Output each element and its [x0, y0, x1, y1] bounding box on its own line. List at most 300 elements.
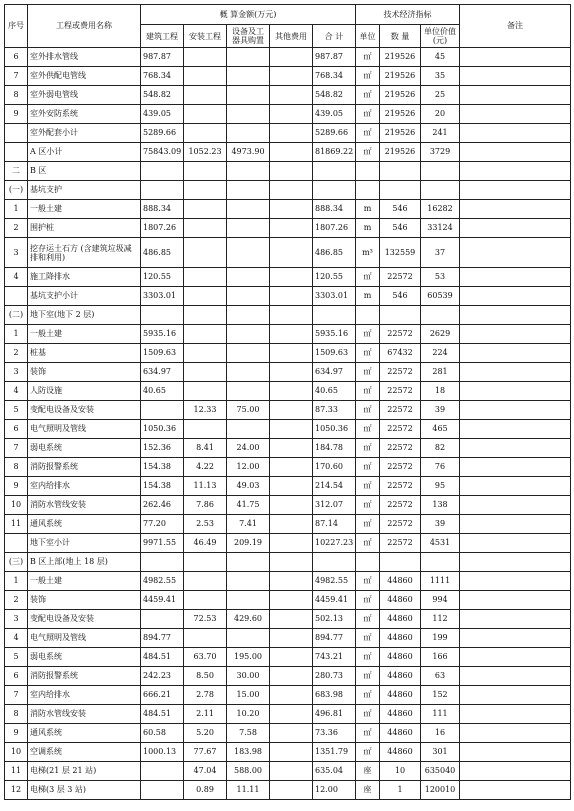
cell-qty: 132559 — [380, 238, 421, 268]
cell-install — [184, 591, 227, 610]
cell-price: 635040 — [421, 762, 460, 781]
cell-build — [141, 610, 184, 629]
cell-install — [184, 629, 227, 648]
cell-total: 81869.22 — [313, 143, 356, 162]
cell-seq: 3 — [5, 238, 28, 268]
cell-price: 16282 — [421, 200, 460, 219]
cell-other — [270, 705, 313, 724]
header-tech-group: 技术经济指标 — [356, 5, 460, 25]
cell-other — [270, 648, 313, 667]
cell-install: 1052.23 — [184, 143, 227, 162]
cell-unit: 座 — [356, 762, 380, 781]
cell-seq: 5 — [5, 648, 28, 667]
cell-other — [270, 219, 313, 238]
cell-qty: 67432 — [380, 344, 421, 363]
cell-unit: ㎡ — [356, 439, 380, 458]
cell-install — [184, 67, 227, 86]
cell-unit: ㎡ — [356, 496, 380, 515]
table-row — [5, 382, 571, 401]
cell-total: 312.07 — [313, 496, 356, 515]
cell-remark — [460, 181, 571, 200]
cell-install: 12.33 — [184, 401, 227, 420]
cell-total: 743.21 — [313, 648, 356, 667]
cell-install — [184, 287, 227, 306]
cell-other — [270, 162, 313, 181]
cell-name: 弱电系统 — [28, 439, 141, 458]
cell-total: 768.34 — [313, 67, 356, 86]
table-row — [5, 458, 571, 477]
cell-name: 桩基 — [28, 344, 141, 363]
cell-name: 基坑支护 — [28, 181, 141, 200]
cell-qty: 219526 — [380, 143, 421, 162]
cell-install — [184, 86, 227, 105]
cell-total: 73.36 — [313, 724, 356, 743]
cell-remark — [460, 591, 571, 610]
cell-qty: 22572 — [380, 401, 421, 420]
cell-total: 987.87 — [313, 48, 356, 67]
cell-price: 2629 — [421, 325, 460, 344]
cell-equip: 10.20 — [227, 705, 270, 724]
cell-equip — [227, 200, 270, 219]
cell-qty: 219526 — [380, 48, 421, 67]
cell-remark — [460, 325, 571, 344]
cell-qty: 22572 — [380, 515, 421, 534]
cell-other — [270, 48, 313, 67]
cell-equip — [227, 238, 270, 268]
cell-install: 11.13 — [184, 477, 227, 496]
cell-build: 484.51 — [141, 705, 184, 724]
cell-remark — [460, 705, 571, 724]
cell-other — [270, 629, 313, 648]
cell-equip: 588.00 — [227, 762, 270, 781]
cell-equip — [227, 306, 270, 325]
cell-qty — [380, 181, 421, 200]
cell-unit: ㎡ — [356, 105, 380, 124]
cell-build: 1050.36 — [141, 420, 184, 439]
table-row — [5, 477, 571, 496]
cell-total: 1050.36 — [313, 420, 356, 439]
cell-install: 8.41 — [184, 439, 227, 458]
cell-seq: 9 — [5, 724, 28, 743]
cell-unit: ㎡ — [356, 344, 380, 363]
cell-qty: 22572 — [380, 325, 421, 344]
cell-remark — [460, 724, 571, 743]
table-row — [5, 105, 571, 124]
cell-price: 39 — [421, 401, 460, 420]
cell-seq: 7 — [5, 439, 28, 458]
cell-other — [270, 344, 313, 363]
cell-qty: 219526 — [380, 105, 421, 124]
cell-build: 120.55 — [141, 268, 184, 287]
cell-qty: 44860 — [380, 686, 421, 705]
cell-seq: 7 — [5, 686, 28, 705]
table-row — [5, 143, 571, 162]
cell-build — [141, 162, 184, 181]
cell-total: 170.60 — [313, 458, 356, 477]
cell-remark — [460, 610, 571, 629]
table-row — [5, 306, 571, 325]
cell-equip: 4973.90 — [227, 143, 270, 162]
cell-other — [270, 287, 313, 306]
cell-build: 4982.55 — [141, 572, 184, 591]
cell-price: 20 — [421, 105, 460, 124]
cell-remark — [460, 143, 571, 162]
table-row — [5, 181, 571, 200]
cell-name: 地下室(地下 2 层) — [28, 306, 141, 325]
cell-seq: 4 — [5, 268, 28, 287]
cell-build: 888.34 — [141, 200, 184, 219]
cell-build: 439.05 — [141, 105, 184, 124]
cell-build: 484.51 — [141, 648, 184, 667]
cell-remark — [460, 344, 571, 363]
cell-remark — [460, 420, 571, 439]
cell-other — [270, 477, 313, 496]
cell-equip: 11.11 — [227, 781, 270, 800]
cell-qty: 44860 — [380, 591, 421, 610]
cell-remark — [460, 515, 571, 534]
cell-remark — [460, 382, 571, 401]
cell-unit: ㎡ — [356, 724, 380, 743]
table-row — [5, 743, 571, 762]
cell-name: 室外安防系统 — [28, 105, 141, 124]
cell-install: 5.20 — [184, 724, 227, 743]
header-price: 单位价值(元) — [421, 25, 460, 48]
cell-qty: 22572 — [380, 534, 421, 553]
table-row — [5, 344, 571, 363]
cell-total: 40.65 — [313, 382, 356, 401]
cell-remark — [460, 743, 571, 762]
cell-price: 25 — [421, 86, 460, 105]
cell-seq — [5, 287, 28, 306]
header-other: 其他费用 — [270, 25, 313, 48]
table-row — [5, 268, 571, 287]
cell-install: 77.67 — [184, 743, 227, 762]
cell-install — [184, 162, 227, 181]
cell-name: 消防水管线安装 — [28, 705, 141, 724]
cell-seq: 8 — [5, 705, 28, 724]
cell-price: 152 — [421, 686, 460, 705]
cell-remark — [460, 306, 571, 325]
cell-remark — [460, 124, 571, 143]
cell-qty — [380, 553, 421, 572]
cell-name: 电梯(3 层 3 站) — [28, 781, 141, 800]
cell-seq: 4 — [5, 382, 28, 401]
cell-qty: 546 — [380, 287, 421, 306]
cell-build: 666.21 — [141, 686, 184, 705]
table-row — [5, 401, 571, 420]
cell-seq: 9 — [5, 477, 28, 496]
cell-unit: ㎡ — [356, 667, 380, 686]
cell-install — [184, 268, 227, 287]
cell-install: 72.53 — [184, 610, 227, 629]
cell-install: 0.89 — [184, 781, 227, 800]
cell-equip — [227, 124, 270, 143]
cell-other — [270, 743, 313, 762]
cell-other — [270, 515, 313, 534]
cell-install — [184, 325, 227, 344]
cell-price: 166 — [421, 648, 460, 667]
cell-equip: 49.03 — [227, 477, 270, 496]
cell-total: 214.54 — [313, 477, 356, 496]
cell-unit: ㎡ — [356, 648, 380, 667]
cell-equip: 41.75 — [227, 496, 270, 515]
cell-equip: 24.00 — [227, 439, 270, 458]
cell-qty: 546 — [380, 200, 421, 219]
cell-remark — [460, 48, 571, 67]
cell-unit: ㎡ — [356, 48, 380, 67]
cell-install — [184, 344, 227, 363]
cell-qty: 22572 — [380, 420, 421, 439]
cell-name: 电气照明及管线 — [28, 420, 141, 439]
cell-price — [421, 162, 460, 181]
cell-price: 241 — [421, 124, 460, 143]
cell-remark — [460, 363, 571, 382]
cell-price: 281 — [421, 363, 460, 382]
cell-qty: 44860 — [380, 743, 421, 762]
cell-build: 154.38 — [141, 458, 184, 477]
cell-unit — [356, 162, 380, 181]
cell-total — [313, 306, 356, 325]
cell-seq: 10 — [5, 496, 28, 515]
cell-seq: 3 — [5, 610, 28, 629]
cell-equip — [227, 325, 270, 344]
header-total: 合 计 — [313, 25, 356, 48]
cell-qty: 546 — [380, 219, 421, 238]
cell-remark — [460, 401, 571, 420]
cell-seq: 2 — [5, 219, 28, 238]
cell-seq: 9 — [5, 105, 28, 124]
cell-remark — [460, 458, 571, 477]
cell-name: 通风系统 — [28, 724, 141, 743]
cell-name: 电梯(21 层 21 站) — [28, 762, 141, 781]
cell-name: 电气照明及管线 — [28, 629, 141, 648]
cell-qty: 22572 — [380, 458, 421, 477]
cell-name: B 区 — [28, 162, 141, 181]
cell-total: 486.85 — [313, 238, 356, 268]
table-body — [5, 48, 571, 800]
cell-price: 33124 — [421, 219, 460, 238]
cell-name: 一般土建 — [28, 325, 141, 344]
cell-seq: 11 — [5, 762, 28, 781]
header-build: 建筑工程 — [141, 25, 184, 48]
cell-other — [270, 667, 313, 686]
cell-equip: 195.00 — [227, 648, 270, 667]
cell-install — [184, 420, 227, 439]
table-row — [5, 572, 571, 591]
cell-build: 40.65 — [141, 382, 184, 401]
cell-other — [270, 762, 313, 781]
table-row — [5, 610, 571, 629]
cell-qty: 44860 — [380, 705, 421, 724]
cell-price: 82 — [421, 439, 460, 458]
cell-equip — [227, 591, 270, 610]
cell-other — [270, 86, 313, 105]
cell-build — [141, 306, 184, 325]
cell-remark — [460, 477, 571, 496]
cell-other — [270, 268, 313, 287]
cell-qty: 1 — [380, 781, 421, 800]
cell-remark — [460, 105, 571, 124]
cell-build: 548.82 — [141, 86, 184, 105]
cell-unit: m³ — [356, 238, 380, 268]
cell-remark — [460, 686, 571, 705]
cell-total — [313, 553, 356, 572]
cell-qty: 44860 — [380, 629, 421, 648]
cell-build: 262.46 — [141, 496, 184, 515]
cell-unit: ㎡ — [356, 86, 380, 105]
table-row — [5, 515, 571, 534]
cell-unit: ㎡ — [356, 325, 380, 344]
cell-other — [270, 67, 313, 86]
cell-name: 一般土建 — [28, 200, 141, 219]
cell-other — [270, 143, 313, 162]
cell-build: 486.85 — [141, 238, 184, 268]
cell-equip — [227, 287, 270, 306]
cell-price: 994 — [421, 591, 460, 610]
cell-total: 502.13 — [313, 610, 356, 629]
table-row — [5, 629, 571, 648]
cell-build: 3303.01 — [141, 287, 184, 306]
cell-seq: 2 — [5, 344, 28, 363]
table-row — [5, 667, 571, 686]
cell-install — [184, 306, 227, 325]
cell-total: 894.77 — [313, 629, 356, 648]
cell-price: 63 — [421, 667, 460, 686]
cell-name: 施工降排水 — [28, 268, 141, 287]
cell-seq: (二) — [5, 306, 28, 325]
cell-unit: ㎡ — [356, 401, 380, 420]
cell-remark — [460, 86, 571, 105]
cell-unit: ㎡ — [356, 458, 380, 477]
cell-unit: ㎡ — [356, 743, 380, 762]
cell-price: 1111 — [421, 572, 460, 591]
cell-name: 室内给排水 — [28, 477, 141, 496]
cell-other — [270, 724, 313, 743]
cell-unit: ㎡ — [356, 143, 380, 162]
cell-price: 60539 — [421, 287, 460, 306]
cell-build — [141, 181, 184, 200]
cell-price — [421, 306, 460, 325]
cell-name: 弱电系统 — [28, 648, 141, 667]
cell-seq: 8 — [5, 458, 28, 477]
cell-build: 4459.41 — [141, 591, 184, 610]
cell-remark — [460, 287, 571, 306]
cell-unit — [356, 306, 380, 325]
cell-qty: 44860 — [380, 724, 421, 743]
cell-other — [270, 439, 313, 458]
table-row — [5, 762, 571, 781]
header-install: 安装工程 — [184, 25, 227, 48]
cell-price: 45 — [421, 48, 460, 67]
cell-other — [270, 401, 313, 420]
cell-total: 184.78 — [313, 439, 356, 458]
cell-unit: 座 — [356, 781, 380, 800]
cell-name: 消防报警系统 — [28, 667, 141, 686]
cell-equip — [227, 572, 270, 591]
cell-price: 112 — [421, 610, 460, 629]
table-row — [5, 287, 571, 306]
cell-qty: 22572 — [380, 363, 421, 382]
cell-other — [270, 781, 313, 800]
cell-total: 439.05 — [313, 105, 356, 124]
cell-total: 120.55 — [313, 268, 356, 287]
cell-remark — [460, 534, 571, 553]
cell-other — [270, 496, 313, 515]
cell-price: 465 — [421, 420, 460, 439]
cell-other — [270, 534, 313, 553]
cell-other — [270, 458, 313, 477]
cell-remark — [460, 219, 571, 238]
cell-install: 46.49 — [184, 534, 227, 553]
cell-remark — [460, 162, 571, 181]
table-row — [5, 534, 571, 553]
cell-qty: 219526 — [380, 124, 421, 143]
header-seq: 序号 — [5, 5, 28, 48]
table-row — [5, 238, 571, 268]
cell-price: 199 — [421, 629, 460, 648]
cell-total: 1351.79 — [313, 743, 356, 762]
cell-qty: 22572 — [380, 477, 421, 496]
cell-other — [270, 686, 313, 705]
cell-install: 8.50 — [184, 667, 227, 686]
cell-name: 装饰 — [28, 363, 141, 382]
cell-total: 4982.55 — [313, 572, 356, 591]
cell-remark — [460, 238, 571, 268]
cell-price — [421, 181, 460, 200]
cell-equip — [227, 162, 270, 181]
table-row — [5, 724, 571, 743]
cell-build: 242.23 — [141, 667, 184, 686]
table-row — [5, 219, 571, 238]
cell-other — [270, 363, 313, 382]
cell-seq: 1 — [5, 200, 28, 219]
cell-seq: 2 — [5, 591, 28, 610]
cell-unit: ㎡ — [356, 382, 380, 401]
cell-seq: 6 — [5, 48, 28, 67]
cell-qty: 22572 — [380, 439, 421, 458]
cell-name: 室外配套小计 — [28, 124, 141, 143]
table-row — [5, 781, 571, 800]
cell-build — [141, 401, 184, 420]
cell-other — [270, 238, 313, 268]
cell-total: 1807.26 — [313, 219, 356, 238]
table-row — [5, 705, 571, 724]
cell-equip — [227, 268, 270, 287]
table-row — [5, 439, 571, 458]
cell-remark — [460, 762, 571, 781]
cell-remark — [460, 439, 571, 458]
table-row — [5, 86, 571, 105]
cell-unit: ㎡ — [356, 363, 380, 382]
cell-name: 空调系统 — [28, 743, 141, 762]
header-qty: 数 量 — [380, 25, 421, 48]
cell-equip: 7.41 — [227, 515, 270, 534]
table-row — [5, 553, 571, 572]
cell-remark — [460, 629, 571, 648]
cell-install: 2.53 — [184, 515, 227, 534]
cell-build: 60.58 — [141, 724, 184, 743]
cell-unit: ㎡ — [356, 705, 380, 724]
cell-install — [184, 363, 227, 382]
cell-unit: m — [356, 200, 380, 219]
cell-build: 154.38 — [141, 477, 184, 496]
cell-seq: 6 — [5, 420, 28, 439]
table-row — [5, 648, 571, 667]
table-row — [5, 200, 571, 219]
cell-build: 634.97 — [141, 363, 184, 382]
cell-total: 548.82 — [313, 86, 356, 105]
cell-name: 消防水管线安装 — [28, 496, 141, 515]
